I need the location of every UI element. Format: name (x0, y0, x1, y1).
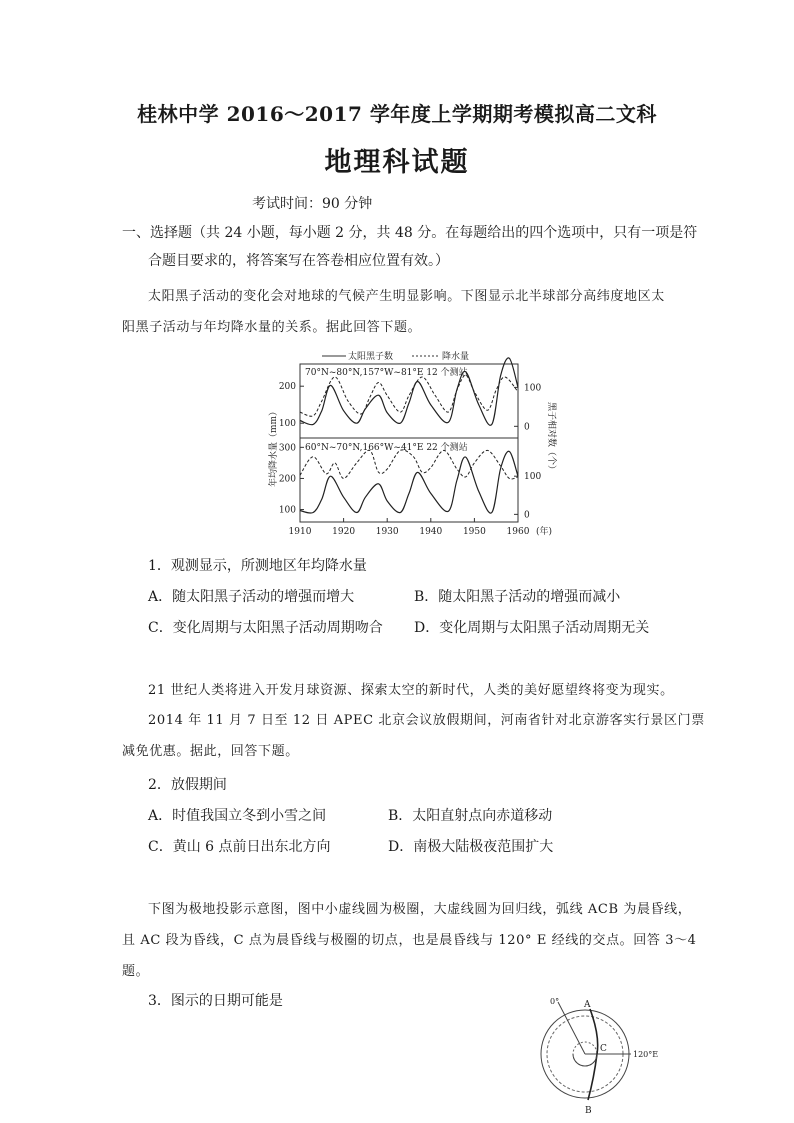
precip-line-panel-1 (300, 375, 518, 416)
left-tick-label: 200 (278, 382, 296, 393)
legend-sunspot-label: 太阳黑子数 (348, 352, 394, 362)
q2-stem: 2．放假期间 (148, 777, 227, 793)
x-tick-label: 1910 (288, 527, 312, 537)
left-axis-label: 年均降水量（mm） (269, 406, 279, 487)
right-axis-label: 黑子相对数（个） (546, 402, 556, 475)
left-tick-label: 100 (278, 419, 296, 430)
label-c: C (600, 1044, 607, 1054)
passage1-line2: 阳黑子活动与年均降水量的关系。据此回答下题。 (122, 320, 422, 335)
q2-option-c: C．黄山 6 点前日出东北方向 (148, 839, 331, 855)
left-tick-label: 100 (278, 505, 296, 516)
passage3-line2: 且 AC 段为昏线，C 点为晨昏线与极圈的切点，也是晨昏线与 120° E 经线的交点。回答 3～4 (122, 933, 697, 948)
q3-stem: 3．图示的日期可能是 (148, 993, 283, 1009)
x-tick-label: 1920 (332, 527, 356, 537)
left-tick-label: 300 (278, 443, 296, 454)
x-tick-label: 1950 (462, 527, 486, 537)
right-tick-label: 0 (524, 510, 530, 521)
top-panel-label: 70°N~80°N,157°W~81°E 12 个测站 (305, 368, 468, 378)
passage2-line1: 21 世纪人类将进入开发月球资源、探索太空的新时代，人类的美好愿望终将变为现实。 (148, 683, 674, 698)
x-unit-label: (年) (536, 527, 553, 537)
q2-option-d: D．南极大陆极夜范围扩大 (388, 839, 554, 855)
paper-subtitle: 地理科试题 (324, 147, 470, 178)
x-tick-label: 1930 (375, 527, 399, 537)
sunspot-precipitation-chart (262, 342, 562, 542)
passage1-line1: 太阳黑子活动的变化会对地球的气候产生明显影响。下图显示北半球部分高纬度地区太 (148, 289, 665, 304)
exam-time: 考试时间：90 分钟 (252, 196, 373, 212)
x-tick-label: 1940 (419, 527, 443, 537)
passage2-line3: 减免优惠。据此，回答下题。 (122, 744, 299, 759)
q2-option-b: B．太阳直射点向赤道移动 (388, 808, 553, 824)
passage3-line3: 题。 (122, 964, 150, 979)
label-b: B (585, 1106, 592, 1116)
q1-option-a: A．随太阳黑子活动的增强而增大 (148, 589, 355, 605)
x-tick-label: 1960 (506, 527, 530, 537)
q1-option-c: C．变化周期与太阳黑子活动周期吻合 (148, 620, 383, 636)
sunspot-line-panel-2 (300, 451, 518, 513)
legend-precip-label: 降水量 (442, 352, 470, 362)
label-120e: 120°E (633, 1050, 659, 1059)
right-tick-label: 0 (524, 422, 530, 433)
polar-projection-diagram (530, 990, 670, 1118)
section-heading-line2: 合题目要求的，将答案写在答卷相应位置有效。） (148, 253, 449, 269)
left-tick-label: 200 (278, 474, 296, 485)
precip-line-panel-2 (300, 450, 518, 479)
passage3-line1: 下图为极地投影示意图，图中小虚线圆为极圈，大虚线圆为回归线，弧线 ACB 为晨昏线， (148, 902, 692, 917)
label-a: A (584, 1000, 591, 1010)
q2-option-a: A．时值我国立冬到小雪之间 (148, 808, 327, 824)
right-tick-label: 100 (524, 383, 542, 394)
section-heading-line1: 一、选择题（共 24 小题，每小题 2 分，共 48 分。在每题给出的四个选项中，只有一项是符 (122, 225, 698, 241)
q1-stem: 1．观测显示，所测地区年均降水量 (148, 558, 367, 574)
polar-arc (573, 1054, 597, 1066)
label-0-degree: 0° (550, 997, 560, 1006)
q1-option-d: D．变化周期与太阳黑子活动周期无关 (414, 620, 650, 636)
bottom-panel-label: 60°N~70°N,166°W~41°E 22 个测站 (305, 443, 468, 453)
passage2-line2: 2014 年 11 月 7 日至 12 日 APEC 北京会议放假期间，河南省针对北京游客实行景区门票 (148, 713, 705, 728)
paper-title: 桂林中学 2016～2017 学年度上学期期考模拟高二文科 (137, 102, 657, 126)
q1-option-b: B．随太阳黑子活动的增强而减小 (414, 589, 621, 605)
right-tick-label: 100 (524, 472, 542, 483)
